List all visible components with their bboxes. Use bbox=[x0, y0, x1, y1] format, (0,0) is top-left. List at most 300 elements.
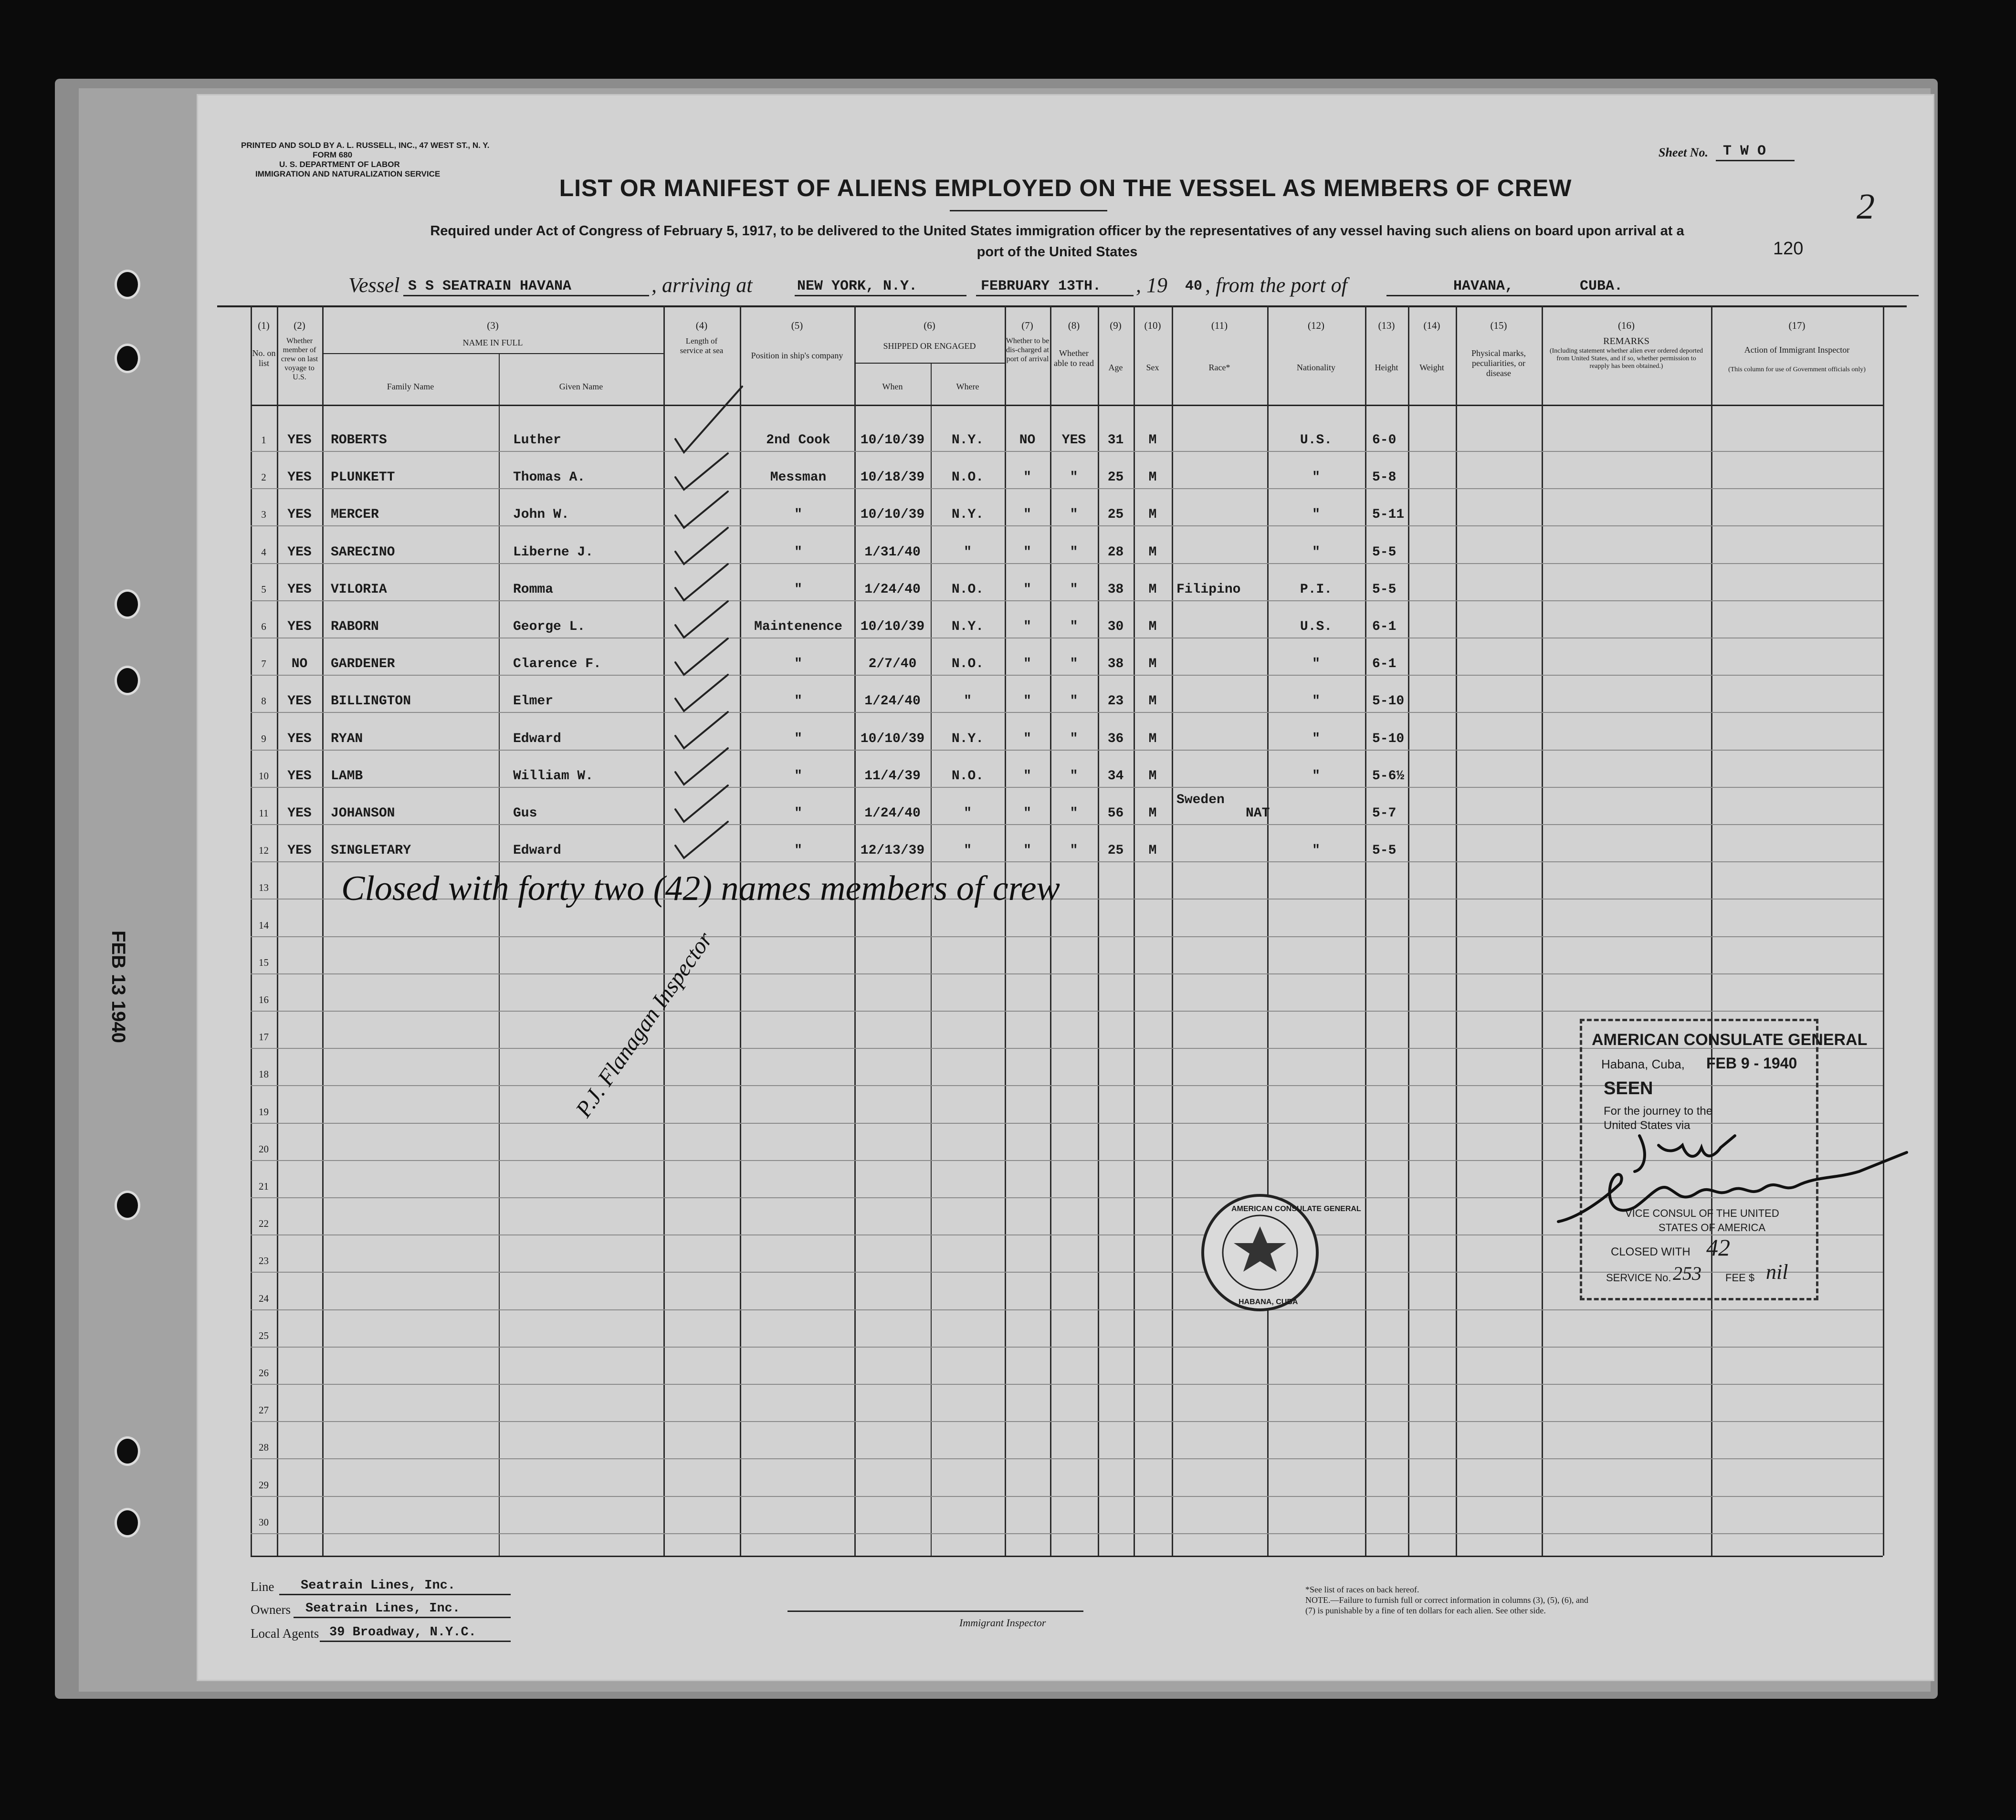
row-number: 14 bbox=[259, 919, 269, 931]
row-position: " bbox=[794, 694, 802, 709]
stamp-states: STATES OF AMERICA bbox=[1659, 1222, 1766, 1234]
row-family-name: ROBERTS bbox=[331, 433, 387, 448]
row-able-to-read: " bbox=[1070, 544, 1078, 560]
row-shipped-when: 1/31/40 bbox=[864, 544, 921, 560]
col-header-when: When bbox=[882, 382, 903, 391]
punch-hole bbox=[115, 344, 140, 373]
row-discharged: NO bbox=[1019, 433, 1036, 448]
row-sex: M bbox=[1148, 768, 1157, 784]
row-age: 28 bbox=[1107, 544, 1124, 560]
check-mark bbox=[675, 564, 728, 600]
row-shipped-when: 10/18/39 bbox=[860, 470, 925, 485]
table-top-rule bbox=[217, 305, 1907, 307]
row-age: 23 bbox=[1107, 694, 1124, 709]
col-header-family: Family Name bbox=[387, 382, 434, 391]
row-shipped-where: N.O. bbox=[951, 470, 984, 485]
row-last-voyage: YES bbox=[287, 806, 312, 821]
row-nationality: " bbox=[1312, 731, 1320, 746]
shipped-split-rule bbox=[854, 363, 1005, 364]
col-num: (6) bbox=[924, 320, 935, 331]
ruled-line bbox=[251, 675, 1883, 676]
footer-line: Seatrain Lines, Inc. bbox=[301, 1579, 456, 1593]
row-last-voyage: YES bbox=[287, 582, 312, 597]
row-age: 56 bbox=[1107, 806, 1124, 821]
row-height: 5-10 bbox=[1372, 731, 1405, 746]
row-family-name: GARDENER bbox=[331, 657, 395, 672]
ruled-line bbox=[251, 1384, 1883, 1385]
row-last-voyage: YES bbox=[287, 433, 312, 448]
row-given-name: Edward bbox=[513, 843, 561, 858]
col-rule bbox=[1883, 305, 1884, 1556]
col-rule bbox=[1098, 305, 1099, 1556]
row-given-name: Elmer bbox=[513, 694, 554, 709]
vessel-name: S S SEATRAIN HAVANA bbox=[408, 278, 572, 294]
col-num: (16) bbox=[1618, 320, 1635, 331]
col-rule bbox=[1134, 305, 1135, 1556]
inspector-label: Immigrant Inspector bbox=[959, 1617, 1046, 1629]
col-header-read: Whether able to read bbox=[1054, 348, 1094, 368]
inspector-line bbox=[788, 1611, 1083, 1612]
row-given-name: Gus bbox=[513, 806, 537, 821]
col-header-weight: Weight bbox=[1419, 363, 1444, 372]
row-discharged: " bbox=[1023, 657, 1031, 672]
stamp-closed: CLOSED WITH bbox=[1611, 1245, 1690, 1258]
row-given-name: George L. bbox=[513, 619, 586, 634]
row-position: " bbox=[794, 582, 802, 597]
col-rule bbox=[1456, 305, 1457, 1556]
col-header-age: Age bbox=[1108, 363, 1123, 372]
row-discharged: " bbox=[1023, 582, 1031, 597]
ruled-line bbox=[251, 750, 1883, 751]
row-position: " bbox=[794, 768, 802, 784]
from-label: , from the port of bbox=[1205, 273, 1347, 297]
footer-line-label: Line bbox=[251, 1579, 274, 1594]
col-num: (17) bbox=[1788, 320, 1806, 331]
col-rule bbox=[1711, 305, 1712, 1556]
form-number: FORM 680 bbox=[313, 150, 353, 159]
stamp-date: FEB 9 - 1940 bbox=[1706, 1055, 1797, 1072]
year-prefix: , 19 bbox=[1136, 273, 1167, 297]
row-number: 15 bbox=[259, 956, 269, 968]
row-age: 25 bbox=[1107, 470, 1124, 485]
col-header-last-voyage: Whether member of crew on last voyage to U.S. bbox=[281, 337, 318, 381]
row-given-name: John W. bbox=[513, 507, 569, 523]
ruled-line bbox=[251, 824, 1883, 825]
col-rule bbox=[1542, 305, 1543, 1556]
footer-underline bbox=[294, 1617, 511, 1618]
punch-hole bbox=[115, 1191, 140, 1220]
row-discharged: " bbox=[1023, 619, 1031, 634]
row-nationality: " bbox=[1312, 657, 1320, 672]
row-given-name: Romma bbox=[513, 582, 554, 597]
row-number: 27 bbox=[259, 1404, 269, 1416]
row-number: 22 bbox=[259, 1218, 269, 1230]
stamp-vice: VICE CONSUL OF THE UNITED bbox=[1625, 1207, 1779, 1219]
row-shipped-when: 10/10/39 bbox=[860, 433, 925, 448]
row-family-name: SARECINO bbox=[331, 544, 395, 560]
vessel-label: Vessel bbox=[348, 273, 400, 297]
row-family-name: PLUNKETT bbox=[331, 470, 395, 485]
department: U. S. DEPARTMENT OF LABOR bbox=[279, 160, 400, 169]
check-mark bbox=[675, 601, 728, 638]
row-sex: M bbox=[1148, 433, 1157, 448]
row-family-name: RYAN bbox=[331, 731, 363, 746]
col-num: (3) bbox=[487, 320, 499, 331]
row-position: " bbox=[794, 843, 802, 858]
col-num: (2) bbox=[294, 320, 305, 331]
footer-notes bbox=[1305, 1584, 1588, 1616]
row-height: 6-0 bbox=[1372, 433, 1396, 448]
row-shipped-where: " bbox=[964, 544, 972, 560]
row-able-to-read: " bbox=[1070, 619, 1078, 634]
punch-hole bbox=[115, 1508, 140, 1538]
row-number: 1 bbox=[261, 434, 266, 446]
col-rule bbox=[1172, 305, 1173, 1556]
row-nationality: P.I. bbox=[1300, 582, 1333, 597]
row-discharged: " bbox=[1023, 768, 1031, 784]
row-last-voyage: YES bbox=[287, 768, 312, 784]
row-shipped-when: 12/13/39 bbox=[860, 843, 925, 858]
row-shipped-when: 1/24/40 bbox=[864, 806, 921, 821]
arriving-underline bbox=[795, 295, 966, 296]
row-shipped-when: 11/4/39 bbox=[864, 768, 921, 784]
printer-block bbox=[241, 141, 489, 179]
row-number: 3 bbox=[261, 509, 266, 521]
row-age: 30 bbox=[1107, 619, 1124, 634]
col-header-shipped: SHIPPED OR ENGAGED bbox=[883, 341, 976, 351]
row-number: 16 bbox=[259, 994, 269, 1005]
row-number: 29 bbox=[259, 1479, 269, 1491]
col-header-name: NAME IN FULL bbox=[462, 338, 523, 347]
row-able-to-read: YES bbox=[1061, 433, 1086, 448]
row-number: 21 bbox=[259, 1181, 269, 1192]
service: IMMIGRATION AND NATURALIZATION SERVICE bbox=[255, 169, 441, 178]
footer-underline bbox=[279, 1594, 511, 1595]
page-number: 120 bbox=[1773, 239, 1804, 259]
row-sex: M bbox=[1148, 470, 1157, 485]
from-country: CUBA. bbox=[1580, 278, 1623, 294]
row-family-name: RABORN bbox=[331, 619, 379, 634]
footer-underline bbox=[320, 1641, 511, 1642]
check-mark bbox=[675, 712, 728, 748]
row-shipped-where: N.O. bbox=[951, 768, 984, 784]
row-last-voyage: NO bbox=[291, 657, 308, 672]
row-position: " bbox=[794, 544, 802, 560]
row-shipped-where: N.Y. bbox=[951, 507, 984, 523]
col-rule bbox=[1005, 305, 1006, 1556]
row-nationality: " bbox=[1312, 544, 1320, 560]
col-rule bbox=[854, 305, 856, 1556]
row-last-voyage: YES bbox=[287, 843, 312, 858]
row-last-voyage: YES bbox=[287, 619, 312, 634]
ruled-line bbox=[251, 1011, 1883, 1012]
row-shipped-where: N.Y. bbox=[951, 433, 984, 448]
row-shipped-where: " bbox=[964, 843, 972, 858]
check-mark bbox=[675, 748, 728, 784]
sheet-underline bbox=[1716, 160, 1795, 161]
col-header-discharged: Whether to be dis-charged at port of arrival bbox=[1006, 337, 1050, 363]
ruled-line bbox=[251, 488, 1883, 489]
ruled-line bbox=[251, 600, 1883, 601]
row-number: 26 bbox=[259, 1367, 269, 1379]
footer-owners: Seatrain Lines, Inc. bbox=[305, 1601, 461, 1616]
punch-hole bbox=[115, 666, 140, 695]
footer-owners-label: Owners bbox=[251, 1602, 291, 1617]
col-header-race: Race* bbox=[1208, 363, 1230, 372]
row-sex: M bbox=[1148, 582, 1157, 597]
corner-mark: 2 bbox=[1857, 187, 1875, 227]
footer-note-2: NOTE.—Failure to furnish full or correct information in columns (3), (5), (6), and bbox=[1305, 1595, 1588, 1605]
stamp-seen: SEEN bbox=[1604, 1078, 1653, 1098]
row-family-name: VILORIA bbox=[331, 582, 387, 597]
col-rule bbox=[1408, 305, 1409, 1556]
col-header-service: Length of service at sea bbox=[680, 336, 724, 355]
footer-note-1: *See list of races on back hereof. bbox=[1305, 1585, 1419, 1594]
row-discharged: " bbox=[1023, 544, 1031, 560]
row-able-to-read: " bbox=[1070, 470, 1078, 485]
date-underline bbox=[976, 295, 1134, 296]
row-age: 34 bbox=[1107, 768, 1124, 784]
row-number: 18 bbox=[259, 1068, 269, 1080]
row-position: " bbox=[794, 731, 802, 746]
row-able-to-read: " bbox=[1070, 582, 1078, 597]
col-num: (14) bbox=[1423, 320, 1440, 331]
row-position: " bbox=[794, 507, 802, 523]
ruled-line bbox=[251, 973, 1883, 974]
row-family-name: JOHANSON bbox=[331, 806, 395, 821]
row-discharged: " bbox=[1023, 470, 1031, 485]
check-mark bbox=[675, 638, 728, 675]
year: 40 bbox=[1185, 278, 1203, 294]
col-header-action-note: (This column for use of Government officials only) bbox=[1728, 366, 1866, 373]
stamp-journey: For the journey to the bbox=[1604, 1105, 1713, 1118]
row-discharged: " bbox=[1023, 806, 1031, 821]
row-able-to-read: " bbox=[1070, 806, 1078, 821]
ruled-line bbox=[251, 1458, 1883, 1459]
row-number: 20 bbox=[259, 1143, 269, 1155]
closing-note: Closed with forty two (42) names members of crew bbox=[341, 869, 1060, 908]
row-height: 5-5 bbox=[1372, 544, 1396, 560]
check-mark bbox=[675, 822, 728, 858]
row-sex: M bbox=[1148, 731, 1157, 746]
row-family-name: BILLINGTON bbox=[331, 694, 411, 709]
footer-note-3: (7) is punishable by a fine of ten dollars for each alien. See other side. bbox=[1305, 1606, 1546, 1615]
inspector-signature: P.J. Flanagan Inspector bbox=[570, 927, 718, 1122]
row-last-voyage: YES bbox=[287, 470, 312, 485]
row-position: 2nd Cook bbox=[766, 433, 830, 448]
footer-agents: 39 Broadway, N.Y.C. bbox=[329, 1625, 476, 1640]
row-discharged: " bbox=[1023, 843, 1031, 858]
footer-agents-label: Local Agents bbox=[251, 1626, 319, 1641]
stamp-service-number: 253 bbox=[1673, 1263, 1701, 1284]
title-rule bbox=[950, 210, 1107, 211]
row-shipped-when: 10/10/39 bbox=[860, 731, 925, 746]
row-position: " bbox=[794, 806, 802, 821]
row-sex: M bbox=[1148, 694, 1157, 709]
row-sex: M bbox=[1148, 619, 1157, 634]
row-number: 10 bbox=[259, 770, 269, 782]
row-shipped-when: 10/10/39 bbox=[860, 507, 925, 523]
row-given-name: Liberne J. bbox=[513, 544, 594, 560]
row-family-name: MERCER bbox=[331, 507, 379, 523]
row-number: 28 bbox=[259, 1442, 269, 1454]
col-header-remarks-note: (Including statement whether alien ever ordered deported from United States, and if so, whether permission to reapply has been obtained.) bbox=[1549, 347, 1703, 370]
col-num: (5) bbox=[791, 320, 803, 331]
check-mark bbox=[675, 675, 728, 711]
row-able-to-read: " bbox=[1070, 507, 1078, 523]
row-height: 5-5 bbox=[1372, 843, 1396, 858]
row-shipped-where: " bbox=[964, 694, 972, 709]
ruled-line bbox=[251, 1309, 1883, 1310]
row-height: 6-1 bbox=[1372, 657, 1396, 672]
row-height: 5-11 bbox=[1372, 507, 1405, 523]
printer-line: PRINTED AND SOLD BY A. L. RUSSELL, INC., 47 WEST ST., N. Y. bbox=[241, 141, 490, 150]
punch-hole bbox=[115, 589, 140, 619]
col-num: (1) bbox=[258, 320, 270, 331]
col-num: (12) bbox=[1308, 320, 1324, 331]
stamp-closed-number: 42 bbox=[1706, 1234, 1730, 1261]
ruled-line bbox=[251, 1347, 1883, 1348]
col-num: (4) bbox=[695, 320, 708, 331]
col-num: (15) bbox=[1490, 320, 1507, 331]
col-header-no: No. on list bbox=[252, 348, 276, 368]
col-header-where: Where bbox=[956, 382, 979, 391]
row-sex: M bbox=[1148, 544, 1157, 560]
col-header-position: Position in ship's company bbox=[751, 351, 843, 360]
row-sex: M bbox=[1148, 657, 1157, 672]
row-nationality: U.S. bbox=[1300, 433, 1333, 448]
row-position: Messman bbox=[770, 470, 827, 485]
row-number: 8 bbox=[261, 695, 266, 707]
row-age: 25 bbox=[1107, 507, 1124, 523]
subtitle bbox=[317, 220, 1797, 262]
row-number: 5 bbox=[261, 583, 266, 595]
ruled-line bbox=[251, 563, 1883, 564]
row-nationality: " bbox=[1312, 470, 1320, 485]
ruled-line bbox=[251, 787, 1883, 788]
row-nationality: " bbox=[1312, 694, 1320, 709]
col-rule bbox=[1050, 305, 1051, 1556]
row-age: 36 bbox=[1107, 731, 1124, 746]
ruled-line bbox=[251, 1496, 1883, 1497]
row-height: 5-6½ bbox=[1372, 768, 1405, 784]
row-number: 6 bbox=[261, 621, 266, 632]
col-num: (9) bbox=[1110, 320, 1122, 331]
row-shipped-where: N.O. bbox=[951, 582, 984, 597]
row-discharged: " bbox=[1023, 507, 1031, 523]
col-num: (11) bbox=[1211, 320, 1228, 331]
col-rule bbox=[1267, 305, 1269, 1556]
seal-text-bottom: HABANA, CUBA bbox=[1239, 1298, 1298, 1306]
row-able-to-read: " bbox=[1070, 694, 1078, 709]
ruled-line bbox=[251, 451, 1883, 452]
manifest-sheet bbox=[198, 95, 1933, 1680]
row-number: 17 bbox=[259, 1031, 269, 1043]
row-sex: M bbox=[1148, 843, 1157, 858]
row-number: 2 bbox=[261, 471, 266, 483]
subtitle-line-1: Required under Act of Congress of February 5, 1917, to be delivered to the United States immigration officer by the representatives of any vessel having such aliens on board upon arrival at a bbox=[430, 223, 1684, 239]
row-family-name: LAMB bbox=[331, 768, 363, 784]
col-num: (13) bbox=[1378, 320, 1395, 331]
row-race: Sweden bbox=[1176, 793, 1225, 807]
ruled-line bbox=[251, 525, 1883, 526]
row-number: 7 bbox=[261, 658, 266, 670]
row-shipped-when: 2/7/40 bbox=[868, 657, 917, 672]
ruled-line bbox=[251, 1533, 1883, 1534]
stamp-fee-value: nil bbox=[1766, 1260, 1788, 1284]
sheet-label: Sheet No. bbox=[1659, 146, 1708, 159]
row-given-name: Thomas A. bbox=[513, 470, 586, 485]
col-rule bbox=[931, 363, 932, 1556]
row-given-name: Edward bbox=[513, 731, 561, 746]
page-title: LIST OR MANIFEST OF ALIENS EMPLOYED ON THE VESSEL AS MEMBERS OF CREW bbox=[559, 175, 1572, 201]
check-mark bbox=[675, 387, 742, 452]
row-nationality: " bbox=[1312, 768, 1320, 784]
stamp-fee: FEE $ bbox=[1725, 1272, 1755, 1284]
col-header-given: Given Name bbox=[559, 382, 603, 391]
col-header-nationality: Nationality bbox=[1297, 363, 1335, 372]
row-last-voyage: YES bbox=[287, 731, 312, 746]
col-header-height: Height bbox=[1375, 363, 1398, 372]
row-shipped-where: N.O. bbox=[951, 657, 984, 672]
col-header-sex: Sex bbox=[1146, 363, 1159, 372]
row-race: Filipino bbox=[1176, 582, 1241, 597]
name-split-rule bbox=[322, 353, 663, 354]
check-mark bbox=[675, 528, 728, 564]
check-mark bbox=[675, 453, 728, 490]
from-port: HAVANA, bbox=[1453, 278, 1514, 294]
row-family-name: SINGLETARY bbox=[331, 843, 411, 858]
ruled-line bbox=[251, 936, 1883, 937]
row-shipped-where: " bbox=[964, 806, 972, 821]
subtitle-line-2: port of the United States bbox=[976, 244, 1138, 260]
row-sex: M bbox=[1148, 806, 1157, 821]
row-nationality: " bbox=[1312, 507, 1320, 523]
stamp-title: AMERICAN CONSULATE GENERAL bbox=[1592, 1031, 1868, 1049]
seal-text-top: AMERICAN CONSULATE GENERAL bbox=[1231, 1205, 1361, 1213]
ruled-line bbox=[251, 712, 1883, 713]
arrival-date: FEBRUARY 13TH. bbox=[981, 278, 1102, 294]
col-rule bbox=[322, 305, 324, 1556]
col-header-action: Action of Immigrant Inspector bbox=[1744, 345, 1850, 355]
row-number: 4 bbox=[261, 546, 266, 558]
ruled-line bbox=[251, 861, 1883, 862]
row-last-voyage: YES bbox=[287, 507, 312, 523]
row-number: 13 bbox=[259, 882, 269, 894]
row-height: 6-1 bbox=[1372, 619, 1396, 634]
row-given-name: Luther bbox=[513, 433, 561, 448]
row-number: 19 bbox=[259, 1106, 269, 1118]
row-number: 25 bbox=[259, 1329, 269, 1341]
col-rule bbox=[277, 305, 278, 1556]
margin-date-stamp: FEB 13 1940 bbox=[108, 931, 129, 1043]
row-discharged: " bbox=[1023, 694, 1031, 709]
row-number: 24 bbox=[259, 1292, 269, 1304]
stamp-service: SERVICE No. bbox=[1606, 1272, 1671, 1284]
row-shipped-when: 1/24/40 bbox=[864, 582, 921, 597]
punch-hole bbox=[115, 1436, 140, 1466]
row-last-voyage: YES bbox=[287, 694, 312, 709]
check-mark bbox=[675, 492, 728, 528]
row-number: 30 bbox=[259, 1516, 269, 1528]
row-age: 25 bbox=[1107, 843, 1124, 858]
row-able-to-read: " bbox=[1070, 731, 1078, 746]
row-shipped-where: N.Y. bbox=[951, 619, 984, 634]
row-nationality: U.S. bbox=[1300, 619, 1333, 634]
row-number: 11 bbox=[259, 807, 269, 819]
row-nationality: " bbox=[1312, 843, 1320, 858]
vessel-underline bbox=[403, 295, 649, 296]
